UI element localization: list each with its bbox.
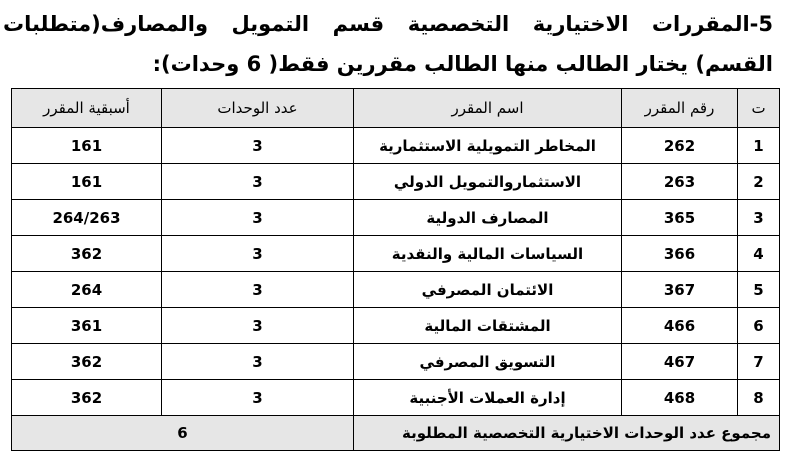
table-row xyxy=(12,236,780,272)
cell-course-code: 468 xyxy=(622,380,738,416)
cell-units: 3 xyxy=(162,308,354,344)
cell-prerequisite: 361 xyxy=(12,308,162,344)
cell-course-name: الائتمان المصرفي xyxy=(354,272,622,308)
cell-units: 3 xyxy=(162,380,354,416)
cell-course-name: السياسات المالية والنقدية xyxy=(354,236,622,272)
header-course-code: رقم المقرر xyxy=(622,89,738,128)
cell-prerequisite: 362 xyxy=(12,236,162,272)
cell-units: 3 xyxy=(162,164,354,200)
cell-units: 3 xyxy=(162,128,354,164)
cell-index: 3 xyxy=(738,200,780,236)
cell-prerequisite: 362 xyxy=(12,380,162,416)
table-header-row xyxy=(12,89,780,128)
cell-index: 1 xyxy=(738,128,780,164)
table-row xyxy=(12,164,780,200)
heading-line-1: 5-المقررات الاختيارية التخصصية قسم التمويل والمصارف(متطلبات xyxy=(3,12,773,36)
cell-prerequisite: 161 xyxy=(12,164,162,200)
table-row xyxy=(12,380,780,416)
cell-units: 3 xyxy=(162,272,354,308)
cell-index: 5 xyxy=(738,272,780,308)
cell-course-code: 467 xyxy=(622,344,738,380)
cell-course-name: الاستثماروالتمويل الدولي xyxy=(354,164,622,200)
table-row xyxy=(12,272,780,308)
cell-course-name: المصارف الدولية xyxy=(354,200,622,236)
cell-prerequisite: 264/263 xyxy=(12,200,162,236)
elective-courses-table xyxy=(11,88,780,451)
table-row xyxy=(12,128,780,164)
header-index: ت xyxy=(738,89,780,128)
cell-course-code: 367 xyxy=(622,272,738,308)
cell-course-code: 365 xyxy=(622,200,738,236)
cell-index: 8 xyxy=(738,380,780,416)
cell-course-name: إدارة العملات الأجنبية xyxy=(354,380,622,416)
cell-units: 3 xyxy=(162,236,354,272)
section-heading xyxy=(3,4,773,84)
cell-index: 7 xyxy=(738,344,780,380)
header-prerequisite: أسبقية المقرر xyxy=(12,89,162,128)
cell-index: 2 xyxy=(738,164,780,200)
cell-course-name: المشتقات المالية xyxy=(354,308,622,344)
total-units-label: مجموع عدد الوحدات الاختيارية التخصصية المطلوبة xyxy=(354,416,780,451)
cell-course-code: 262 xyxy=(622,128,738,164)
cell-prerequisite: 264 xyxy=(12,272,162,308)
heading-line-2: القسم) يختار الطالب منها الطالب مقررين فقط( 6 وحدات): xyxy=(152,52,773,76)
total-units-value: 6 xyxy=(12,416,354,451)
cell-course-code: 466 xyxy=(622,308,738,344)
cell-units: 3 xyxy=(162,344,354,380)
table-row xyxy=(12,308,780,344)
cell-course-name: المخاطر التمويلية الاستثمارية xyxy=(354,128,622,164)
total-row xyxy=(12,416,780,451)
cell-index: 4 xyxy=(738,236,780,272)
header-units: عدد الوحدات xyxy=(162,89,354,128)
cell-prerequisite: 362 xyxy=(12,344,162,380)
table-row xyxy=(12,200,780,236)
cell-course-code: 366 xyxy=(622,236,738,272)
table-row xyxy=(12,344,780,380)
cell-course-name: التسويق المصرفي xyxy=(354,344,622,380)
cell-prerequisite: 161 xyxy=(12,128,162,164)
cell-units: 3 xyxy=(162,200,354,236)
cell-course-code: 263 xyxy=(622,164,738,200)
cell-index: 6 xyxy=(738,308,780,344)
header-course-name: اسم المقرر xyxy=(354,89,622,128)
